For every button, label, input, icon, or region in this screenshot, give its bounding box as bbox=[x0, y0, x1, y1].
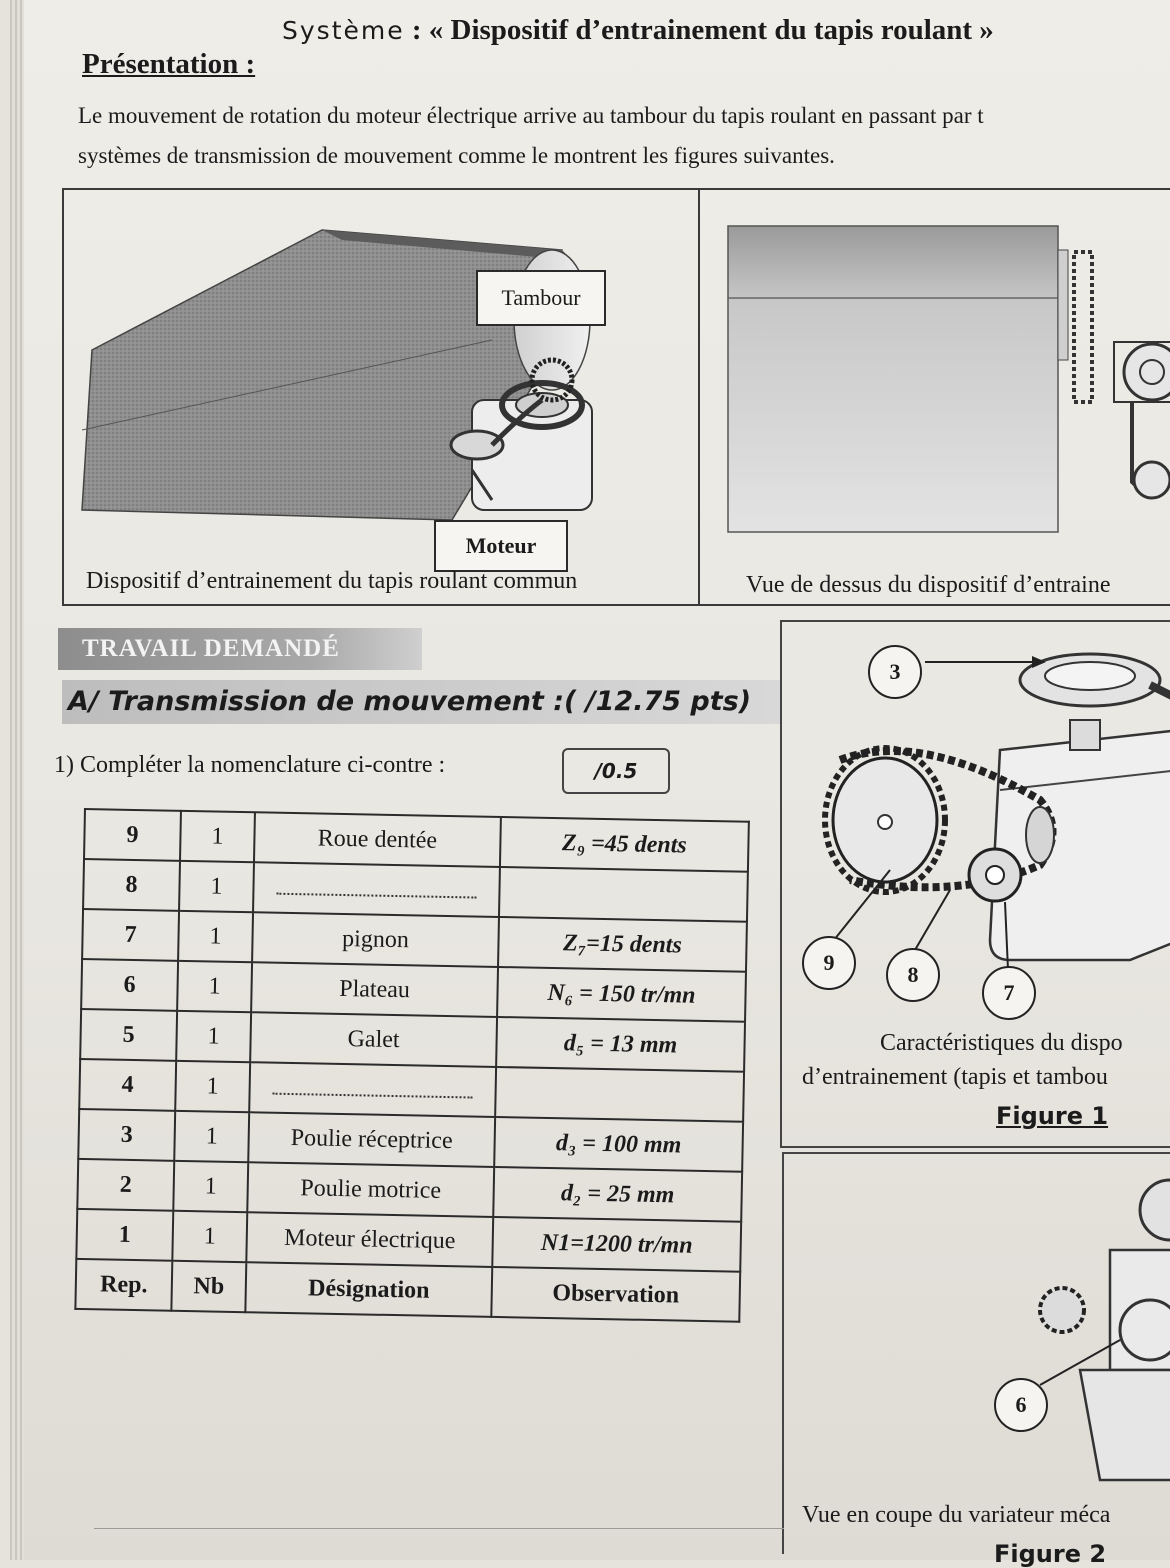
cell-nb: 1 bbox=[173, 1161, 248, 1212]
cell-observation: N1=1200 tr/mn bbox=[492, 1217, 741, 1272]
cell-rep: 8 bbox=[83, 859, 180, 911]
title-text: : « Dispositif d’entrainement du tapis roulant » bbox=[404, 14, 994, 46]
cell-designation: Plateau bbox=[251, 962, 498, 1017]
figure-2-caption: Vue en coupe du variateur méca bbox=[802, 1502, 1111, 1528]
figure-1-caption-line-2: d’entrainement (tapis et tambou bbox=[802, 1064, 1108, 1090]
cell-rep: 3 bbox=[78, 1109, 175, 1161]
cell-observation bbox=[495, 1067, 744, 1122]
cell-observation: d₅ = 13 mm bbox=[496, 1017, 745, 1072]
intro-paragraph bbox=[78, 96, 1170, 176]
title-prefix: Système bbox=[282, 16, 405, 45]
cell-designation: Poulie réceptrice bbox=[248, 1112, 495, 1167]
conveyor-illustration bbox=[72, 200, 632, 540]
cell-rep: 9 bbox=[84, 809, 181, 861]
cell-nb: 1 bbox=[172, 1211, 247, 1262]
bottom-rule bbox=[94, 1528, 784, 1529]
cell-designation-blank[interactable] bbox=[249, 1062, 496, 1117]
cell-designation: Galet bbox=[250, 1012, 497, 1067]
header-rep: Rep. bbox=[75, 1259, 172, 1311]
cell-nb: 1 bbox=[175, 1061, 250, 1112]
callout-6: 6 bbox=[994, 1378, 1048, 1432]
top-view-illustration bbox=[722, 222, 1170, 538]
callout-9: 9 bbox=[802, 936, 856, 990]
callout-8: 8 bbox=[886, 948, 940, 1002]
cell-rep: 1 bbox=[76, 1209, 173, 1261]
question-1: 1) Compléter la nomenclature ci-contre : bbox=[54, 752, 446, 778]
cell-designation: Moteur électrique bbox=[246, 1212, 493, 1267]
travail-banner: TRAVAIL DEMANDÉ bbox=[58, 628, 422, 670]
tambour-label: Tambour bbox=[476, 270, 606, 326]
cell-rep: 4 bbox=[79, 1059, 176, 1111]
nomenclature-table bbox=[74, 808, 750, 1323]
cell-observation: Z₉ =45 dents bbox=[500, 817, 749, 872]
cell-rep: 2 bbox=[77, 1159, 174, 1211]
left-figure-caption: Dispositif d’entrainement du tapis roulant commun bbox=[86, 568, 578, 594]
figure-2-label: Figure 2 bbox=[994, 1540, 1107, 1568]
cell-rep: 5 bbox=[80, 1009, 177, 1061]
cell-designation: Poulie motrice bbox=[247, 1162, 494, 1217]
header-observation: Observation bbox=[491, 1267, 740, 1322]
moteur-label: Moteur bbox=[434, 520, 568, 572]
cell-observation: d₂ = 25 mm bbox=[493, 1167, 742, 1222]
cell-observation: Z₇=15 dents bbox=[498, 917, 747, 972]
cell-nb: 1 bbox=[179, 861, 254, 912]
figure-1-caption-line-1: Caractéristiques du dispo bbox=[880, 1030, 1123, 1056]
callout-3: 3 bbox=[868, 645, 922, 699]
figure-2-illustration bbox=[1010, 1170, 1170, 1500]
right-figure-caption: Vue de dessus du dispositif d’entraine bbox=[746, 572, 1111, 598]
cell-nb: 1 bbox=[176, 1011, 251, 1062]
cell-nb: 1 bbox=[174, 1111, 249, 1162]
fill-in-dots bbox=[273, 1084, 473, 1098]
cell-observation bbox=[499, 867, 748, 922]
cell-designation: pignon bbox=[252, 912, 499, 967]
cell-observation: d₃ = 100 mm bbox=[494, 1117, 743, 1172]
cell-observation: N₆ = 150 tr/mn bbox=[497, 967, 746, 1022]
fill-in-dots bbox=[276, 884, 476, 898]
intro-line-2: systèmes de transmission de mouvement comme le montrent les figures suivantes. bbox=[78, 143, 835, 168]
cell-designation: Roue dentée bbox=[254, 812, 501, 867]
score-box: /0.5 bbox=[562, 748, 670, 794]
cell-rep: 6 bbox=[81, 959, 178, 1011]
intro-line-1: Le mouvement de rotation du moteur électrique arrive au tambour du tapis roulant en passant par t bbox=[78, 103, 984, 128]
cell-nb: 1 bbox=[177, 961, 252, 1012]
cell-nb: 1 bbox=[180, 811, 255, 862]
cell-rep: 7 bbox=[82, 909, 179, 961]
binding-edge bbox=[10, 0, 24, 1560]
figure-divider bbox=[698, 188, 700, 604]
document-page bbox=[10, 0, 1170, 1568]
document-title bbox=[282, 14, 994, 47]
cell-designation-blank[interactable] bbox=[253, 862, 500, 917]
presentation-heading: Présentation : bbox=[82, 48, 256, 80]
section-a-heading: A/ Transmission de mouvement :( /12.75 pts) bbox=[62, 680, 780, 724]
cell-nb: 1 bbox=[178, 911, 253, 962]
header-nb: Nb bbox=[171, 1261, 246, 1312]
header-designation: Désignation bbox=[245, 1262, 492, 1317]
callout-7: 7 bbox=[982, 966, 1036, 1020]
figure-1-label: Figure 1 bbox=[996, 1102, 1109, 1130]
